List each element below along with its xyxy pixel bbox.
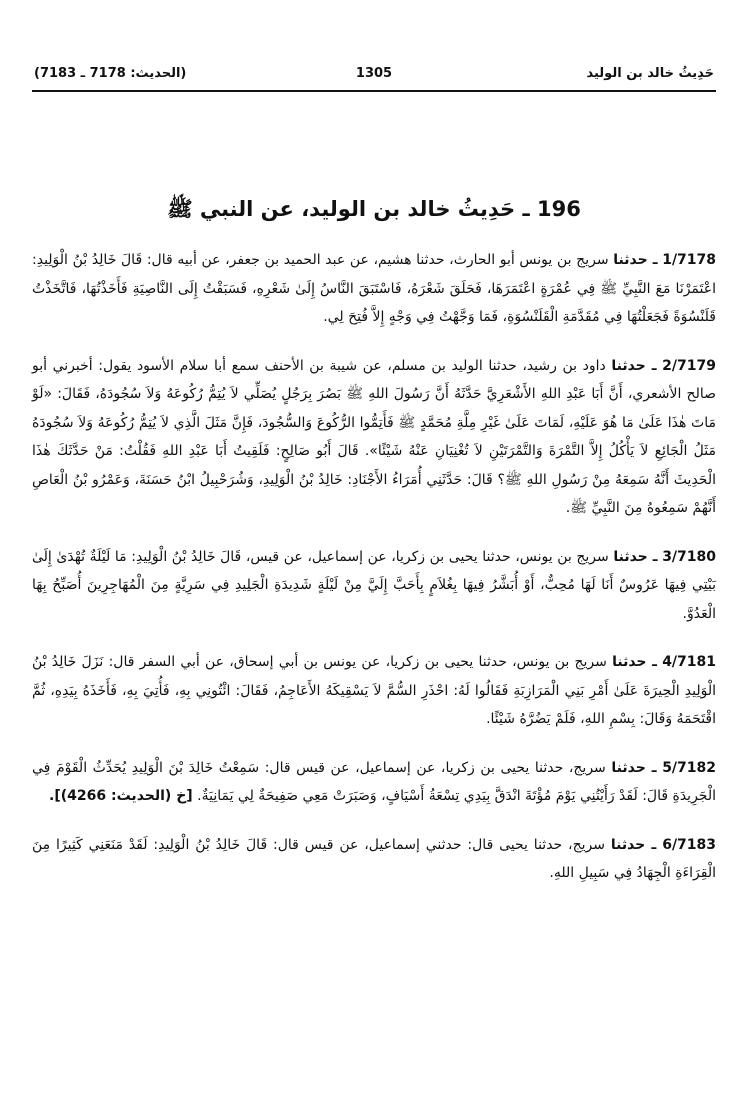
hadith-number: 3/7180	[662, 548, 717, 565]
haddathana-label: ـ حدثنا	[612, 654, 657, 670]
hadith-entry	[32, 246, 716, 332]
header-hadith-range: (الحديث: 7178 ـ 7183)	[34, 66, 187, 81]
hadith-entry	[32, 648, 716, 734]
hadith-matn: قَالَ خَالِدُ بْنُ الْوَلِيدِ: لَقَدْ مَنَعَنِي كَثِيرًا مِنَ الْقِرَاءَةِ الْجِهَادُ فِي سَبِيلِ اللهِ.	[32, 836, 716, 881]
hadith-entry	[32, 831, 716, 888]
hadith-matn: سَمِعْتُ خَالِدَ بْنَ الْوَلِيدِ يُحَدِّثُ الْقَوْمَ فِي الْجَرِيدَةِ قَالَ: لَقَدْ رَأَيْتُنِي يَوْمَ مُؤْتَةَ انْدَقَّ بِيَدِي تِسْعَةُ أَسْيَافٍ، وَصَبَرَتْ مَعِي صَفِيحَةٌ لِي يَمَانِيَةٌ.	[32, 759, 716, 804]
hadith-isnad: سريج، حدثنا يحيى قال: حدثني إسماعيل، عن قيس قال:	[273, 836, 605, 853]
hadith-entry	[32, 352, 716, 523]
haddathana-label: ـ حدثنا	[613, 252, 658, 268]
hadith-number: 6/7183	[662, 836, 717, 853]
hadith-entry	[32, 543, 716, 629]
hadith-number: 4/7181	[662, 654, 717, 670]
hadith-isnad: سريج بن يونس، حدثنا يحيى بن زكريا، عن إسماعيل، عن قيس،	[245, 548, 609, 565]
hadith-number: 1/7178	[662, 252, 717, 268]
haddathana-label: ـ حدثنا	[611, 759, 657, 776]
hadith-isnad: سريج بن يونس أبو الحارث، حدثنا هشيم، عن عبد الحميد بن جعفر، عن أبيه قال:	[146, 252, 609, 268]
chapter-title: 196 ـ حَدِيثُ خالد بن الوليد، عن النبي ﷺ	[167, 197, 581, 221]
page-number: 1305	[355, 66, 393, 81]
hadith-isnad: سريج، حدثنا يحيى بن زكريا، عن إسماعيل، عن قيس قال:	[264, 759, 606, 776]
hadith-matn: قَالَ خَالِدُ بْنُ الْوَلِيدِ: اعْتَمَرْنَا مَعَ النَّبِيِّ ﷺ فِي عُمْرَةٍ اعْتَمَرَهَا، فَحَلَقَ شَعْرَهُ، فَاسْتَبَقَ النَّاسُ إِلَىٰ شَعْرِهِ، فَسَبَقْتُ إِلَى النَّاصِيَةِ فَأَخَذْتُهَا، فَاتَّخَذْتُ قَلَنْسُوَةً فَجَعَلْتُهَا فِي مُقَدَّمَةِ الْقَلَنْسُوَةِ، فَمَا وَجَّهْتُ فِي وَجْهٍ إِلاَّ فُتِحَ لِي.	[32, 252, 716, 325]
header-title: حَدِيثُ خالد بن الوليد	[586, 66, 714, 81]
haddathana-label: ـ حدثنا	[611, 357, 657, 374]
haddathana-label: ـ حدثنا	[613, 548, 658, 565]
header-rule	[32, 90, 716, 92]
hadith-matn: أَنَّ أَبَا عَبْدِ اللهِ الأَشْعَرِيَّ حَدَّثَهُ أَنَّ رَسُولَ اللهِ ﷺ بَصُرَ بِرَجُلٍ يُصَلِّي لاَ يُتِمُّ رُكُوعَهُ وَلاَ سُجُودَهُ، فَقَالَ: «لَوْ مَاتَ هٰذَا عَلَىٰ مَا هُوَ عَلَيْهِ، لَمَاتَ عَلَىٰ غَيْرِ مِلَّةِ مُحَمَّدٍ ﷺ فَأَتِمُّوا الرُّكُوعَ وَالسُّجُودَ، فَإِنَّ مَثَلَ الَّذِي لاَ يُتِمُّ رُكُوعَهُ وَلاَ سُجُودَهُ مَثَلُ الْجَائِعِ لاَ يَأْكُلُ إِلاَّ التَّمْرَةَ وَالتَّمْرَتَيْنِ لاَ تُغْنِيَانِ عَنْهُ شَيْئًا». قَالَ أَبُو صَالِحٍ: فَلَقِيتُ أَبَا عَبْدِ اللهِ فَقُلْتُ: مَنْ حَدَّثَكَ هٰذَا الْحَدِيثَ أَنَّهُ سَمِعَهُ مِنْ رَسُولِ اللهِ ﷺ؟ قَالَ: حَدَّثَنِي أُمَرَاءُ الأَجْنَادِ: خَالِدُ بْنُ الْوَلِيدِ، وَشُرَحْبِيلُ ابْنُ حَسَنَةَ، وَعَمْرُو بْنُ الْعَاصِ أَنَّهُمْ سَمِعُوهُ مِنَ النَّبِيِّ ﷺ.	[32, 386, 716, 516]
hadith-source-note: [خ (الحديث: 4266)].	[49, 788, 193, 804]
hadith-isnad: داود بن رشيد، حدثنا الوليد بن مسلم، عن شيبة بن الأحنف سمع أبا سلام الأسود يقول: أخبرني أبو صالح الأشعري،	[32, 357, 717, 402]
running-header	[32, 66, 716, 88]
hadith-number: 5/7182	[662, 759, 717, 776]
hadith-matn: نَزَلَ خَالِدُ بْنُ الْوَلِيدِ الْحِيرَةَ عَلَىٰ أَمْرِ بَنِي الْمَرَازِبَةِ فَقَالُوا لَهُ: احْذَرِ السُّمَّ لاَ يَسْقِيكَهُ الأَعَاجِمُ، فَقَالَ: ائْتُونِي بِهِ، فَأُتِيَ بِهِ، فَأَخَذَهُ بِيَدِهِ، ثُمَّ اقْتَحَمَهُ وَقَالَ: بِسْمِ اللهِ، فَلَمْ يَضُرَّهُ شَيْئًا.	[32, 654, 716, 727]
hadith-number: 2/7179	[662, 357, 716, 374]
hadith-entry	[32, 754, 716, 811]
haddathana-label: ـ حدثنا	[610, 836, 657, 853]
hadith-list	[32, 246, 716, 908]
hadith-matn: قَالَ خَالِدُ بْنُ الْوَلِيدِ: مَا لَيْلَةٌ تُهْدَىٰ إِلَىٰ بَيْتِي فِيهَا عَرُوسٌ أَنَا لَهَا مُحِبٌّ، أَوْ أُبَشَّرُ فِيهَا بِغُلاَمٍ بِأَحَبَّ إِلَيَّ مِنْ لَيْلَةٍ شَدِيدَةِ الْجَلِيدِ فِي سَرِيَّةٍ مِنَ الْمُهَاجِرِينَ أُصَبِّحُ بِهَا الْعَدُوَّ.	[32, 548, 716, 622]
hadith-isnad: سريج بن يونس، حدثنا يحيى بن زكريا، عن يونس بن أبي إسحاق، عن أبي السفر قال:	[108, 654, 607, 670]
